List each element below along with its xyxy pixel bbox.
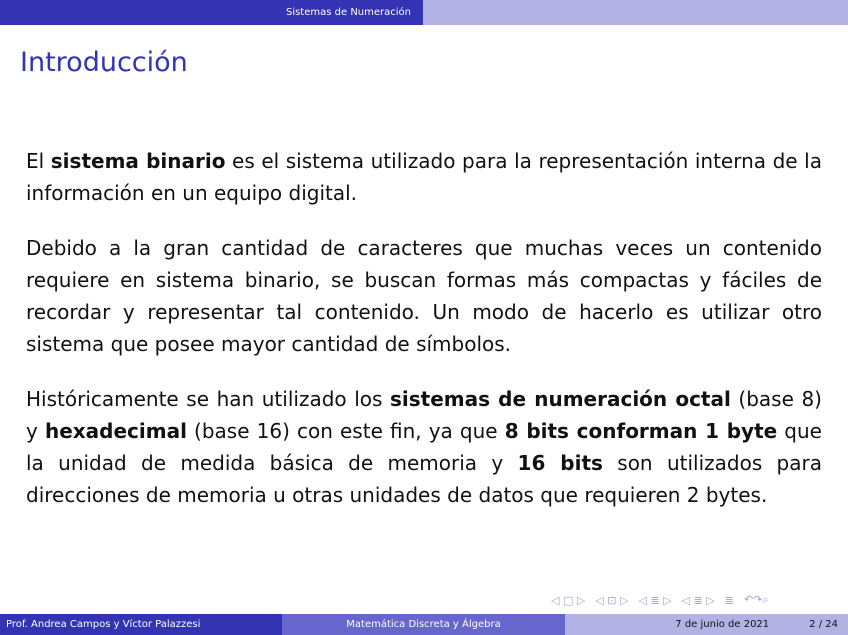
p3-bold-1: sistemas de numeración octal <box>389 387 731 411</box>
footer-authors[interactable]: Prof. Andrea Campos y Víctor Palazzesi <box>0 614 282 635</box>
footer-info <box>565 614 848 635</box>
p3-bold-2: hexadecimal <box>44 419 187 443</box>
nav-search-icon[interactable]: ↶↷⌕ <box>743 593 769 606</box>
p3-bold-3: 8 bits conforman 1 byte <box>504 419 778 443</box>
footer-bar <box>0 614 848 635</box>
header-bar <box>0 0 848 25</box>
p3-text-1: Históricamente se han utilizado los <box>26 387 390 411</box>
nav-subsection-icon[interactable]: ◁ ⊡ ▷ <box>595 593 629 607</box>
navigation-symbols <box>551 591 841 609</box>
p3-text-5: son utilizados para direcciones de memoria u otras unidades de datos que requieren 2 bytes. <box>26 451 822 507</box>
p3-text-2: (base 8) y <box>26 387 822 443</box>
p3-text-4: que la unidad de medida básica de memoria y <box>26 419 822 475</box>
header-section-title[interactable]: Sistemas de Numeración <box>285 7 411 18</box>
p1-text-2: es el sistema utilizado para la representación interna de la información en un equipo digital. <box>26 149 822 205</box>
nav-section-icon[interactable]: ◁ ≣ ▷ <box>638 593 672 607</box>
p1-text-1: El <box>26 149 51 173</box>
nav-outline-icon[interactable]: ≣ <box>724 593 734 607</box>
footer-course[interactable]: Matemática Discreta y Álgebra <box>282 614 565 635</box>
nav-subsection2-icon[interactable]: ◁ ≣ ▷ <box>681 593 715 607</box>
paragraph-compact: Debido a la gran cantidad de caracteres que muchas veces un contenido requiere en sistema binario, se buscan formas más compactas y fáciles de recordar y representar tal contenido. Un modo de hacerlo es utilizar otro sistema que posee mayor cantidad de símbolos. <box>26 236 822 356</box>
p3-text-3: (base 16) con este fin, ya que <box>186 419 505 443</box>
footer-page-number: 2 / 24 <box>809 619 838 630</box>
paragraph-history <box>26 383 822 511</box>
slide-body <box>26 145 822 534</box>
p1-bold-1: sistema binario <box>50 149 226 173</box>
footer-date: 7 de junio de 2021 <box>675 619 770 630</box>
nav-frame-icon[interactable]: ◁ □ ▷ <box>551 593 586 607</box>
p3-bold-4: 16 bits <box>517 451 603 475</box>
paragraph-binary <box>26 145 822 209</box>
slide-title: Introducción <box>20 47 188 78</box>
header-section-area <box>0 0 423 25</box>
header-right-area <box>423 0 848 25</box>
